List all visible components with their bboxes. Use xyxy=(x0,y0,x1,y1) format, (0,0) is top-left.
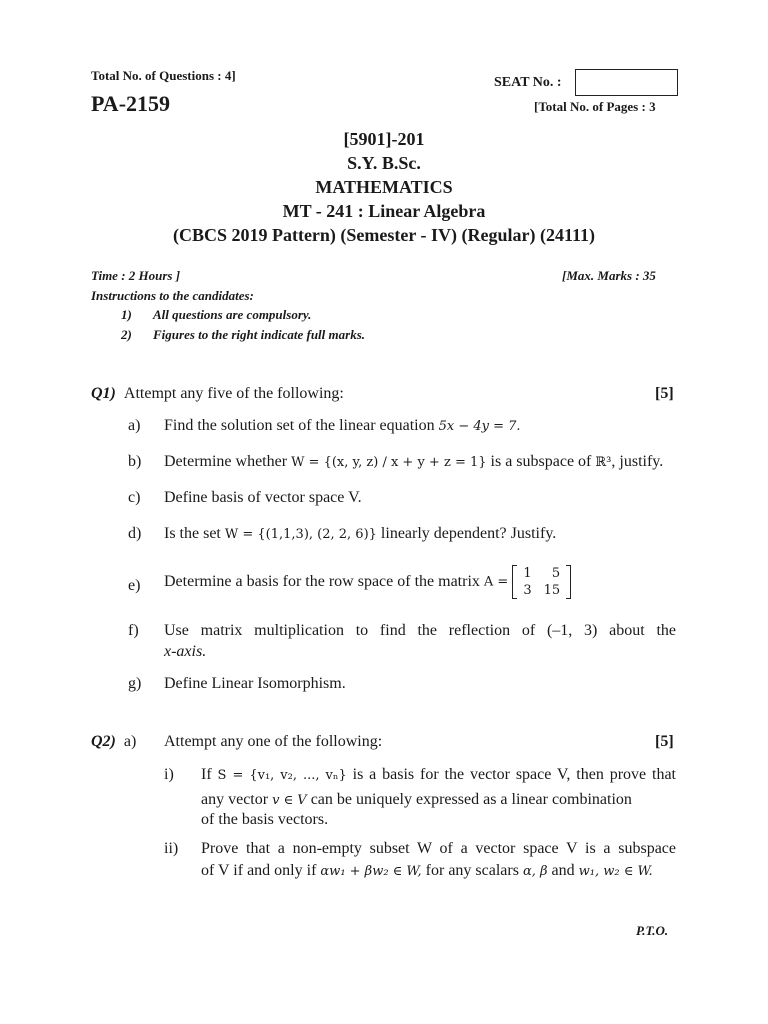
q2-i-line2 xyxy=(201,791,632,809)
instruction-text: Figures to the right indicate full marks. xyxy=(153,327,366,342)
seat-label: SEAT No. : xyxy=(494,75,562,90)
q2-i-line3: of the basis vectors. xyxy=(201,811,329,828)
q2-marks: [5] xyxy=(655,733,674,750)
question-title: Attempt any five of the following: xyxy=(123,385,344,402)
vectors-expression: w₁, w₂ ∈ W. xyxy=(578,864,653,879)
q1-item-f-line1: Use matrix multiplication to find the reflection of (–1, 3) about the xyxy=(164,622,676,639)
q1-item-c: Define basis of vector space V. xyxy=(164,489,362,506)
item-text: can be uniquely expressed as a linear combination xyxy=(310,791,632,808)
matrix-cell: 3 xyxy=(523,583,532,598)
item-text: of V if and only if xyxy=(201,862,317,879)
set-expression: W = {(1,1,3), (2, 2, 6)} xyxy=(224,527,377,542)
q1-item-g: Define Linear Isomorphism. xyxy=(164,675,346,692)
item-text: Is the set xyxy=(164,525,221,542)
pto-label: P.T.O. xyxy=(636,923,669,938)
paper-code: PA-2159 xyxy=(91,91,171,116)
instructions-heading: Instructions to the candidates: xyxy=(91,288,254,303)
q1-item-f-line2: x-axis. xyxy=(164,643,207,660)
scalars-expression: α, β xyxy=(522,864,548,879)
item-text: any vector xyxy=(201,791,269,808)
q2-ii-line1: Prove that a non-empty subset W of a vector space V is a subspace xyxy=(201,840,676,857)
pattern-info: (CBCS 2019 Pattern) (Semester - IV) (Regular) (24111) xyxy=(172,225,596,245)
subject: MATHEMATICS xyxy=(315,177,453,197)
question-number: Q1) xyxy=(91,385,116,402)
max-marks: [Max. Marks : 35 xyxy=(562,268,656,283)
q1-heading xyxy=(91,385,344,403)
seat-number-box[interactable] xyxy=(575,69,678,96)
item-label: g) xyxy=(128,675,142,692)
sub-item-label: i) xyxy=(164,766,174,783)
q1-item-b xyxy=(164,453,663,471)
q2-i-line1 xyxy=(201,766,676,784)
item-label: f) xyxy=(128,622,139,639)
matrix-cell: 5 xyxy=(551,566,561,581)
total-questions: Total No. of Questions : 4] xyxy=(91,68,236,83)
item-text: linearly dependent? Justify. xyxy=(380,525,557,542)
item-text: is a basis for the vector space V, then prove that xyxy=(352,766,677,783)
linear-combination-expression: αw₁ + βw₂ ∈ W, xyxy=(320,864,422,879)
item-text: for any scalars xyxy=(425,862,519,879)
item-text: Find the solution set of the linear equation xyxy=(164,417,435,434)
item-label: d) xyxy=(128,525,142,542)
item-text: Determine whether xyxy=(164,453,288,470)
item-text: is a subspace of xyxy=(490,453,592,470)
exam-code: [5901]-201 xyxy=(343,129,425,149)
q1-item-a xyxy=(164,417,521,435)
item-text: If xyxy=(201,766,212,783)
instruction-text: All questions are compulsory. xyxy=(153,307,312,322)
paper-title: MT - 241 : Linear Algebra xyxy=(282,201,486,221)
matrix-name: A = xyxy=(483,574,509,590)
item-text: , justify. xyxy=(611,453,664,470)
item-text: and xyxy=(551,862,575,879)
q2-heading xyxy=(91,733,136,751)
equation: 5x − 4y = 7. xyxy=(438,419,521,434)
item-label: a) xyxy=(128,417,141,434)
q1-item-d xyxy=(164,525,556,543)
sub-item-label: ii) xyxy=(164,840,179,857)
instruction-num: 2) xyxy=(121,327,132,342)
matrix-cell: 1 xyxy=(523,566,532,581)
q2-ii-line2 xyxy=(201,862,653,880)
membership-expression: v ∈ V xyxy=(272,793,307,808)
time-allowed: Time : 2 Hours ] xyxy=(91,268,181,283)
question-number: Q2) xyxy=(91,733,116,750)
item-label: b) xyxy=(128,453,142,470)
matrix-A xyxy=(512,565,571,599)
q1-marks: [5] xyxy=(655,385,674,402)
item-text: Determine a basis for the row space of the matrix xyxy=(164,573,480,590)
vector-space-symbol: ℝ³ xyxy=(595,455,612,470)
matrix-cell: 15 xyxy=(543,583,561,598)
item-label: e) xyxy=(128,577,141,594)
q1-item-e xyxy=(164,565,571,599)
course: S.Y. B.Sc. xyxy=(347,153,421,173)
set-expression: W = {(x, y, z) / x + y + z = 1} xyxy=(291,455,487,470)
q2-title: Attempt any one of the following: xyxy=(164,733,383,750)
part-label: a) xyxy=(123,733,137,750)
total-pages: [Total No. of Pages : 3 xyxy=(534,99,656,114)
instruction-num: 1) xyxy=(121,307,132,322)
item-label: c) xyxy=(128,489,141,506)
set-expression: S = {v₁, v₂, ..., vₙ} xyxy=(217,768,347,783)
